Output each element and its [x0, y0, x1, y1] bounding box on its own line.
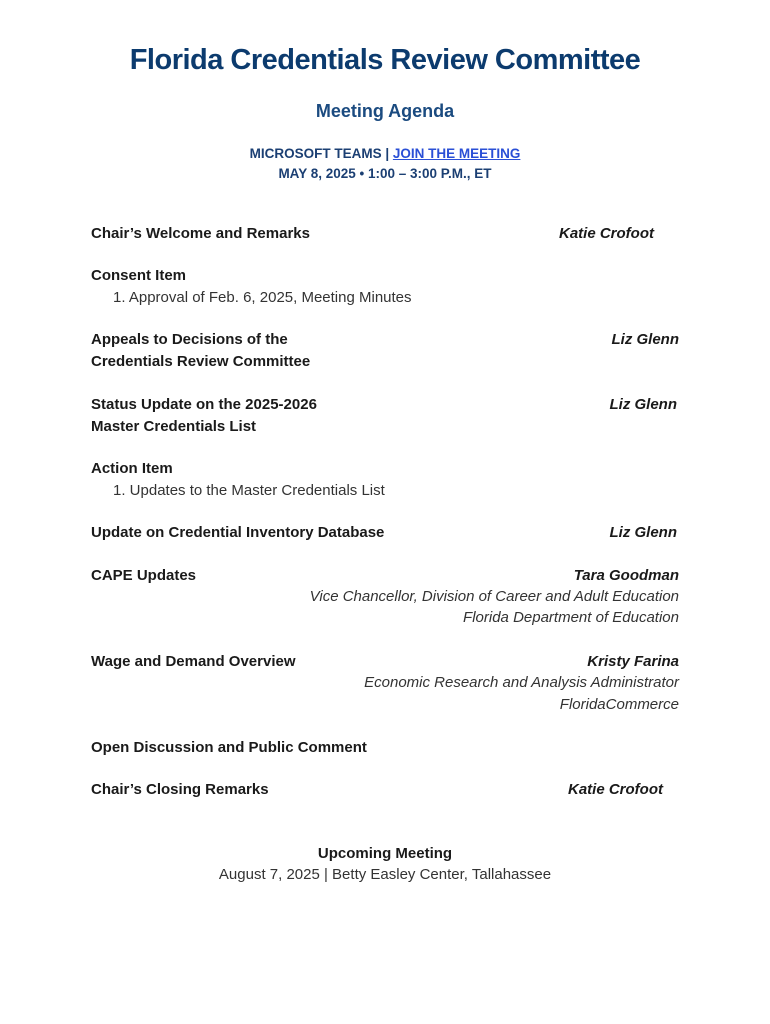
agenda-item-label: Update on Credential Inventory Database [91, 524, 385, 541]
presenter-organization: Florida Department of Education [463, 609, 679, 626]
meeting-platform: MICROSOFT TEAMS | [249, 146, 390, 161]
presenter-name: Katie Crofoot [559, 225, 654, 242]
agenda-item-label: Wage and Demand Overview [91, 653, 296, 670]
presenter-name: Tara Goodman [573, 567, 679, 584]
agenda-item-label: Consent Item [91, 267, 187, 284]
agenda-item-inventory [91, 524, 679, 541]
agenda-item-label: Open Discussion and Public Comment [91, 739, 367, 756]
meeting-platform-line [0, 146, 770, 161]
agenda-subitem: 1. Approval of Feb. 6, 2025, Meeting Minutes [113, 289, 412, 306]
agenda-item-label-cont: Master Credentials List [91, 418, 257, 435]
page-subtitle: Meeting Agenda [315, 101, 455, 121]
presenter-name: Liz Glenn [611, 331, 679, 348]
meeting-datetime: MAY 8, 2025 • 1:00 – 3:00 P.M., ET [278, 166, 492, 181]
agenda-item-action [91, 460, 679, 477]
presenter-role: Vice Chancellor, Division of Career and Adult Education [309, 588, 679, 605]
presenter-name: Katie Crofoot [568, 781, 663, 798]
agenda-item-label: Status Update on the 2025-2026 [91, 396, 317, 413]
agenda-item-label: Action Item [91, 460, 173, 477]
presenter-name: Liz Glenn [609, 396, 677, 413]
upcoming-meeting-details: August 7, 2025 | Betty Easley Center, Tallahassee [218, 866, 552, 883]
agenda-item-open-discussion [91, 739, 679, 756]
agenda-item-appeals [91, 331, 679, 370]
agenda-item-label: Chair’s Closing Remarks [91, 781, 269, 798]
agenda-subitem: 1. Updates to the Master Credentials List [113, 482, 385, 499]
presenter-name: Liz Glenn [609, 524, 677, 541]
agenda-item-label: Appeals to Decisions of the [91, 331, 288, 348]
agenda-item-label: CAPE Updates [91, 567, 197, 584]
presenter-name: Kristy Farina [587, 653, 679, 670]
presenter-role: Economic Research and Analysis Administrator [364, 674, 679, 691]
agenda-item-status [91, 396, 679, 435]
agenda-item-consent [91, 267, 679, 284]
join-meeting-link[interactable]: JOIN THE MEETING [392, 146, 521, 161]
agenda-item-label-cont: Credentials Review Committee [91, 353, 311, 370]
presenter-organization: FloridaCommerce [559, 696, 679, 713]
page-title: Florida Credentials Review Committee [129, 44, 641, 76]
upcoming-meeting-heading: Upcoming Meeting [317, 845, 453, 862]
agenda-item-label: Chair’s Welcome and Remarks [91, 225, 310, 242]
